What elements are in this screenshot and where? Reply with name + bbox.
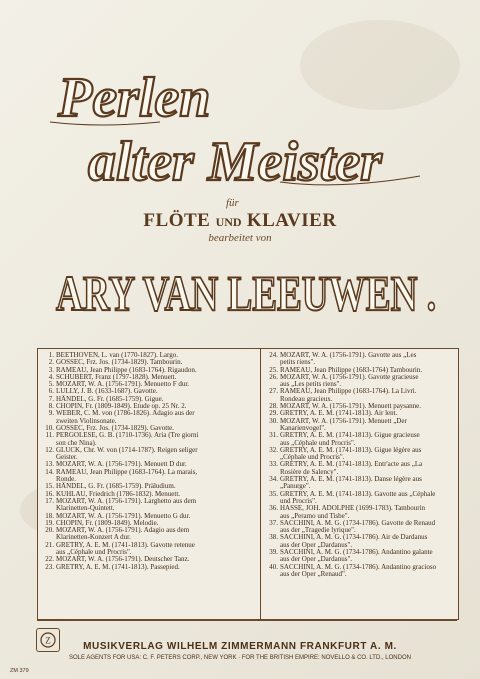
entry-title: RAMEAU, Jean Philippe (1683-1764). Rigaudon.: [56, 365, 197, 374]
entry-number: 38.: [269, 533, 278, 542]
contents-entry: [264, 461, 456, 476]
entry-title: MOZART, W. A. (1756-1791). Deutscher Tanz.: [56, 555, 190, 564]
contents-entry: [40, 469, 258, 484]
contents-entry: [40, 564, 258, 571]
contents-entry: [40, 432, 258, 447]
entry-title: CHOPIN, Fr. (1809-1849). Melodie.: [56, 518, 159, 527]
entry-title: GLUCK, Chr. W. von (1714-1787). Reigen seliger Geister.: [56, 445, 198, 462]
arranged-by-label: bearbeitet von: [208, 232, 272, 244]
contents-entry: [264, 534, 456, 549]
entry-number: 11.: [45, 431, 54, 440]
contents-column-left: [40, 352, 258, 571]
entry-number: 22.: [45, 555, 54, 564]
contents-entry: [264, 476, 456, 491]
contents-entry: [264, 505, 456, 520]
entry-title: LULLY, J. B. (1633-1687). Gavotte.: [56, 387, 158, 396]
contents-entry: [264, 491, 456, 506]
contents-entry: [264, 447, 456, 462]
entry-title: MOZART, W. A. (1756-1791). Larghetto aus dem Klarinetten-Quintett.: [56, 496, 197, 513]
entry-title: WEBER, C. M. von (1786-1826). Adagio aus der zweiten Violinsonate.: [56, 409, 195, 425]
contents-entry: [40, 447, 258, 462]
entry-title: SACCHINI, A. M. G. (1734-1786). Andantino galante aus der Oper „Dardanus".: [280, 548, 433, 564]
entry-title: RAMEAU, Jean Philippe (1683-1764) Tambourin.: [280, 365, 423, 374]
entry-number: 19.: [45, 518, 54, 527]
entry-title: MOZART, W. A. (1756-1791). Adagio aus dem Klarinetten-Konzert A dur.: [56, 526, 190, 542]
entry-number: 15.: [45, 482, 54, 491]
entry-title: GOSSEC, Frz. Jos. (1734-1829). Gavotte.: [56, 423, 175, 432]
instrument-piano: KLAVIER: [246, 210, 337, 231]
entry-number: 18.: [45, 511, 54, 520]
entry-number: 39.: [269, 548, 278, 557]
entry-number: 28.: [269, 402, 278, 411]
entry-title: GRETRY, A. E. M. (1741-1813). Gavotte aus „Céphale und Procris".: [280, 489, 436, 505]
title-line1: Perlen: [58, 67, 211, 129]
entry-number: 1.: [48, 351, 54, 359]
entry-title: MOZART, W. A. (1756-1791). Gavotte gracieuse aus „Les petits riens".: [280, 372, 419, 389]
entry-number: 30.: [269, 416, 278, 425]
entry-title: GRETRY, A. E. M. (1741-1813). Danse légère aus „Panurge".: [280, 475, 422, 491]
entry-title: BEETHOVEN, L. van (1770-1827). Largo.: [56, 351, 178, 359]
entry-title: MOZART, W. A. (1756-1791). Menuett „Der Kanarienvogel".: [280, 416, 407, 432]
entry-title: GRETRY, A. E. M. (1741-1813). Gigue gracieuse aus „Céphale und Procris".: [280, 431, 420, 447]
entry-number: 7.: [48, 394, 54, 403]
entry-number: 17.: [45, 496, 54, 505]
entry-title: RAMEAU, Jean Philippe (1683-1764). La marais, Ronde.: [56, 467, 198, 484]
contents-entry: [264, 520, 456, 535]
entry-title: MOZART, W. A. (1756-1791). Menuetto G dur.: [56, 511, 191, 520]
publisher-name: MUSIKVERLAG WILHELM ZIMMERMANN FRANKFURT A. M.: [83, 641, 397, 652]
entry-number: 27.: [269, 387, 278, 396]
entry-title: HASSE, JOH. ADOLPHE (1699-1783). Tambourin aus „Peramo und Tisbe".: [280, 504, 426, 520]
contents-entry: [264, 564, 456, 579]
entry-number: 12.: [45, 445, 54, 454]
entry-title: SACCHINI, A. M. G. (1734-1786). Gavotte de Renaud aus der „Tragedie lyrique".: [280, 518, 436, 535]
arranger-art: [48, 246, 443, 330]
entry-number: 23.: [45, 562, 54, 571]
contents-entry: [264, 432, 456, 447]
entry-number: 3.: [48, 365, 54, 374]
contents-entry: [264, 418, 456, 433]
entry-number: 34.: [269, 475, 278, 484]
entry-number: 35.: [269, 489, 278, 498]
entry-title: GRETRY, A. E. M. (1741-1813). Gavotte retenue aus „Céphale und Procris".: [56, 540, 195, 557]
contents-entry: [40, 542, 258, 557]
logo-letter: Z: [45, 635, 51, 646]
entry-title: GRETRY, A. E. M. (1741-1813). Gigue légère aus „Céphale und Procris".: [280, 445, 422, 462]
catalog-number: ZM 379: [10, 668, 29, 674]
contents-entry: [264, 352, 456, 367]
entry-number: 40.: [269, 562, 278, 571]
entry-number: 8.: [48, 402, 54, 411]
entry-title: GRETRY, A. E. M. (1741-1813). Passepied.: [56, 562, 180, 571]
entry-number: 14.: [45, 467, 54, 476]
entry-number: 24.: [269, 351, 278, 359]
contents-entry: [264, 549, 456, 564]
entry-title: SACCHINI, A. M. G. (1734-1786). Air de Dardanus aus der Oper „Dardanus".: [280, 533, 428, 549]
title-line2: alter Meister: [88, 131, 382, 188]
instrumentation: [0, 210, 480, 232]
entry-title: GRETRY, A. E. M. (1741-1813). Air lent.: [280, 409, 398, 418]
contents-entry: [40, 527, 258, 542]
entry-number: 10.: [45, 423, 54, 432]
instrument-and: UND: [215, 215, 242, 229]
entry-title: GRETRY, A. E. M. (1741-1813). Entr'acte aus „La Rosière de Salency".: [280, 460, 423, 476]
entry-number: 37.: [269, 518, 278, 527]
entry-number: 25.: [269, 365, 278, 374]
contents-list: [37, 348, 459, 620]
entry-title: GOSSEC, Frz. Jos. (1734-1829). Tambourin.: [56, 358, 183, 367]
entry-number: 21.: [45, 540, 54, 549]
entry-title: SACCHINI, A. M. G. (1734-1786). Andantino gracioso aus der Oper „Renaud".: [280, 562, 437, 578]
contents-entry: [40, 498, 258, 513]
entry-number: 29.: [269, 409, 278, 418]
entry-number: 32.: [269, 445, 278, 454]
entry-number: 4.: [48, 372, 54, 381]
entry-title: SCHUBERT, Franz (1797-1828). Menuett.: [56, 372, 177, 381]
entry-number: 16.: [45, 489, 54, 498]
entry-title: MOZART, W. A. (1756-1791). Gavotte aus „Les petits riens".: [280, 351, 417, 367]
entry-number: 9.: [48, 409, 54, 418]
entry-number: 26.: [269, 372, 278, 381]
entry-title: MOZART, W. A. (1756-1791). Menuett paysanne.: [280, 402, 421, 411]
title-art: [40, 58, 440, 188]
contents-entry: [40, 410, 258, 425]
entry-number: 6.: [48, 387, 54, 396]
contents-column-right: [264, 352, 456, 578]
arranger-name: [48, 246, 443, 330]
fur-label: für: [226, 197, 239, 209]
instrument-flute: FLÖTE: [143, 210, 211, 231]
sole-agents: SOLE AGENTS FOR USA: C. F. PETERS CORP., NEW YORK · FOR THE BRITISH EMPIRE: NOVELLO & CO. LTD., LONDON: [69, 655, 411, 661]
entry-number: 33.: [269, 460, 278, 469]
entry-title: MOZART, W. A. (1756-1791). Menuett D dur.: [56, 460, 187, 469]
entry-title: HÄNDEL, G. Fr. (1685-1759). Präludium.: [56, 482, 176, 491]
entry-title: HÄNDEL, G. Fr. (1685-1759). Gigue.: [56, 394, 164, 403]
column-divider: [260, 349, 261, 619]
entry-number: 2.: [48, 358, 54, 367]
entry-number: 13.: [45, 460, 54, 469]
contents-entry: [264, 388, 456, 403]
entry-number: 36.: [269, 504, 278, 513]
contents-entry: [264, 374, 456, 389]
entry-title: KUHLAU, Friedrich (1786-1832). Menuett.: [56, 489, 181, 498]
entry-title: RAMEAU, Jean Philippe (1683-1764). La Livri. Rondeau gracieux.: [280, 387, 417, 403]
entry-title: PERGOLESE, G. B. (1710-1736). Aria (Tre giorni son che Nina).: [56, 431, 199, 447]
entry-title: CHOPIN, Fr. (1809-1849). Etude op. 25 Nr. 2.: [56, 402, 187, 411]
entry-number: 5.: [48, 380, 54, 389]
entry-title: MOZART, W. A. (1756-1791). Menuetto F dur.: [56, 380, 190, 389]
entry-number: 31.: [269, 431, 278, 440]
cover-title: [40, 58, 440, 188]
arranger-text: ARY VAN LEEUWEN .: [56, 265, 436, 321]
entry-number: 20.: [45, 526, 54, 535]
